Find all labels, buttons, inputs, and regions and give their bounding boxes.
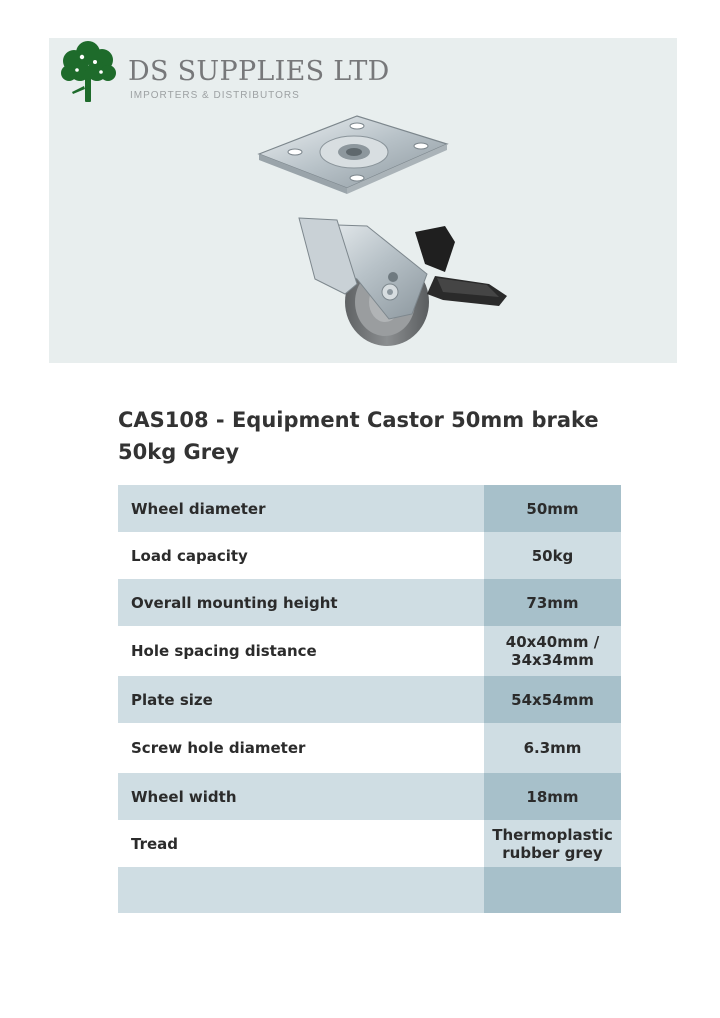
brand-tagline: IMPORTERS & DISTRIBUTORS — [130, 90, 300, 101]
spec-row-screw-hole — [118, 723, 621, 773]
spec-label: Wheel width — [118, 773, 484, 820]
castor-wheel-icon — [207, 114, 507, 354]
spec-value-line2: rubber grey — [502, 843, 603, 862]
company-logo — [57, 40, 397, 104]
spec-row-wheel-width — [118, 773, 621, 820]
spec-label: Tread — [118, 820, 484, 867]
spec-label: Overall mounting height — [118, 579, 484, 626]
spec-value — [484, 820, 621, 867]
spec-row-wheel-diameter — [118, 485, 621, 532]
spec-value-line1: 40x40mm / — [505, 633, 600, 651]
spec-row-empty — [118, 867, 621, 913]
spec-label: Screw hole diameter — [118, 723, 484, 773]
product-title — [118, 404, 638, 468]
tree-icon — [57, 40, 119, 104]
spec-label: Hole spacing distance — [118, 626, 484, 676]
product-title-line2: 50kg Grey — [118, 440, 240, 464]
product-banner — [49, 38, 677, 363]
spec-value: 54x54mm — [484, 676, 621, 723]
product-title-line1: CAS108 - Equipment Castor 50mm brake — [118, 408, 599, 432]
spec-value: 18mm — [484, 773, 621, 820]
spec-label: Load capacity — [118, 532, 484, 579]
spec-table — [118, 485, 621, 913]
spec-value: 73mm — [484, 579, 621, 626]
spec-value: 50mm — [484, 485, 621, 532]
spec-row-tread — [118, 820, 621, 867]
spec-row-load-capacity — [118, 532, 621, 579]
spec-row-hole-spacing — [118, 626, 621, 676]
spec-label-empty — [118, 867, 484, 913]
spec-label: Plate size — [118, 676, 484, 723]
spec-label: Wheel diameter — [118, 485, 484, 532]
spec-value-line2: 34x34mm — [511, 651, 594, 669]
spec-value: 6.3mm — [484, 723, 621, 773]
spec-value-line1: Thermoplastic — [492, 825, 613, 844]
brand-name: DS SUPPLIES LTD — [128, 56, 390, 87]
spec-row-mounting-height — [118, 579, 621, 626]
spec-value — [484, 626, 621, 676]
spec-row-plate-size — [118, 676, 621, 723]
spec-value-empty — [484, 867, 621, 913]
spec-value: 50kg — [484, 532, 621, 579]
